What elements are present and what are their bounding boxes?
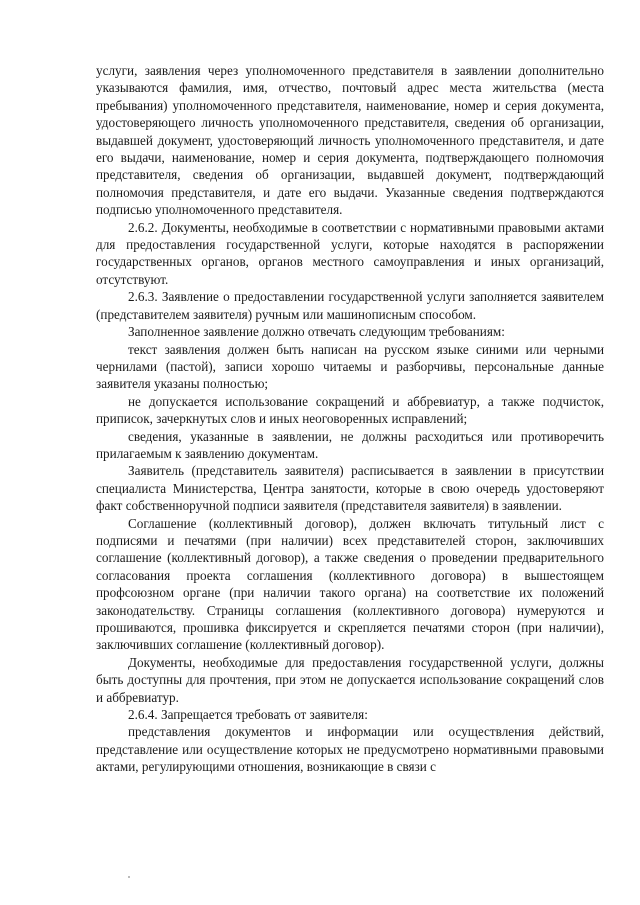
scan-speck: [128, 876, 130, 878]
document-page: [96, 62, 604, 776]
paragraph-requirement-consistency: сведения, указанные в заявлении, не должны расходиться или противоречить прилагаемым к заявлению документам.: [96, 428, 604, 461]
paragraph-agreement: Соглашение (коллективный договор), должен включать титульный лист с подписями и печатями (при наличии) всех представителей сторон, заключивших соглашение (коллективный договор), а также сведения о проведении предварительного согласования проекта соглашения (коллективного договора) в вышестоящем профсоюзном органе (при наличии такого органа) на соответствие их положений законодательству. Страницы соглашения (коллективного договора) нумеруются и прошиваются, прошивка фиксируется и скрепляется печатями сторон (при наличии), заключивших соглашение (коллективный договор).: [96, 515, 604, 653]
paragraph-2-6-3: 2.6.3. Заявление о предоставлении государственной услуги заполняется заявителем (представителем заявителя) ручным или машинописным способом.: [96, 289, 604, 322]
paragraph-signature: Заявитель (представитель заявителя) расписывается в заявлении в присутствии специалиста Министерства, Центра занятости, которые в свою очередь удостоверяют факт собственноручной подписи заявителя (представителя заявителя) в заявлении.: [96, 463, 604, 514]
paragraph-requirements-intro: Заполненное заявление должно отвечать следующим требованиям:: [128, 324, 505, 340]
paragraph-2-6-4: 2.6.4. Запрещается требовать от заявителя:: [128, 707, 368, 723]
paragraph-representative-details: услуги, заявления через уполномоченного представителя в заявлении дополнительно указываются фамилия, имя, отчество, почтовый адрес места жительства (места пребывания) уполномоченного представителя, наименование, номер и серия документа, удостоверяющего личность уполномоченного представителя, сведения об организации, выдавшей документ, удостоверяющий личность уполномоченного представителя, и дате его выдачи, наименование, номер и серия документа, подтверждающего полномочия представителя, сведения об организации, выдавшей документ, подтверждающий полномочия представителя, и дате его выдачи. Указанные сведения подтверждаются подписью уполномоченного представителя.: [96, 63, 604, 218]
paragraph-prohibited-requests: представления документов и информации или осуществления действий, представление или осуществление которых не предусмотрено нормативными правовыми актами, регулирующими отношения, возникающие в связи с: [96, 724, 604, 775]
paragraph-requirement-ink: текст заявления должен быть написан на русском языке синими или черными чернилами (пастой), записи хорошо читаемы и разборчивы, персональные данные заявителя указаны полностью;: [96, 341, 604, 392]
paragraph-2-6-2: 2.6.2. Документы, необходимые в соответствии с нормативными правовыми актами для предоставления государственной услуги, которые находятся в распоряжении государственных органов, органов местного самоуправления и иных организаций, отсутствуют.: [96, 219, 604, 287]
paragraph-requirement-abbreviations: не допускается использование сокращений и аббревиатур, а также подчисток, приписок, зачеркнутых слов и иных неоговоренных исправлений;: [96, 393, 604, 427]
paragraph-readability: Документы, необходимые для предоставления государственной услуги, должны быть доступны для прочтения, при этом не допускается использование сокращений слов и аббревиатур.: [96, 654, 604, 705]
